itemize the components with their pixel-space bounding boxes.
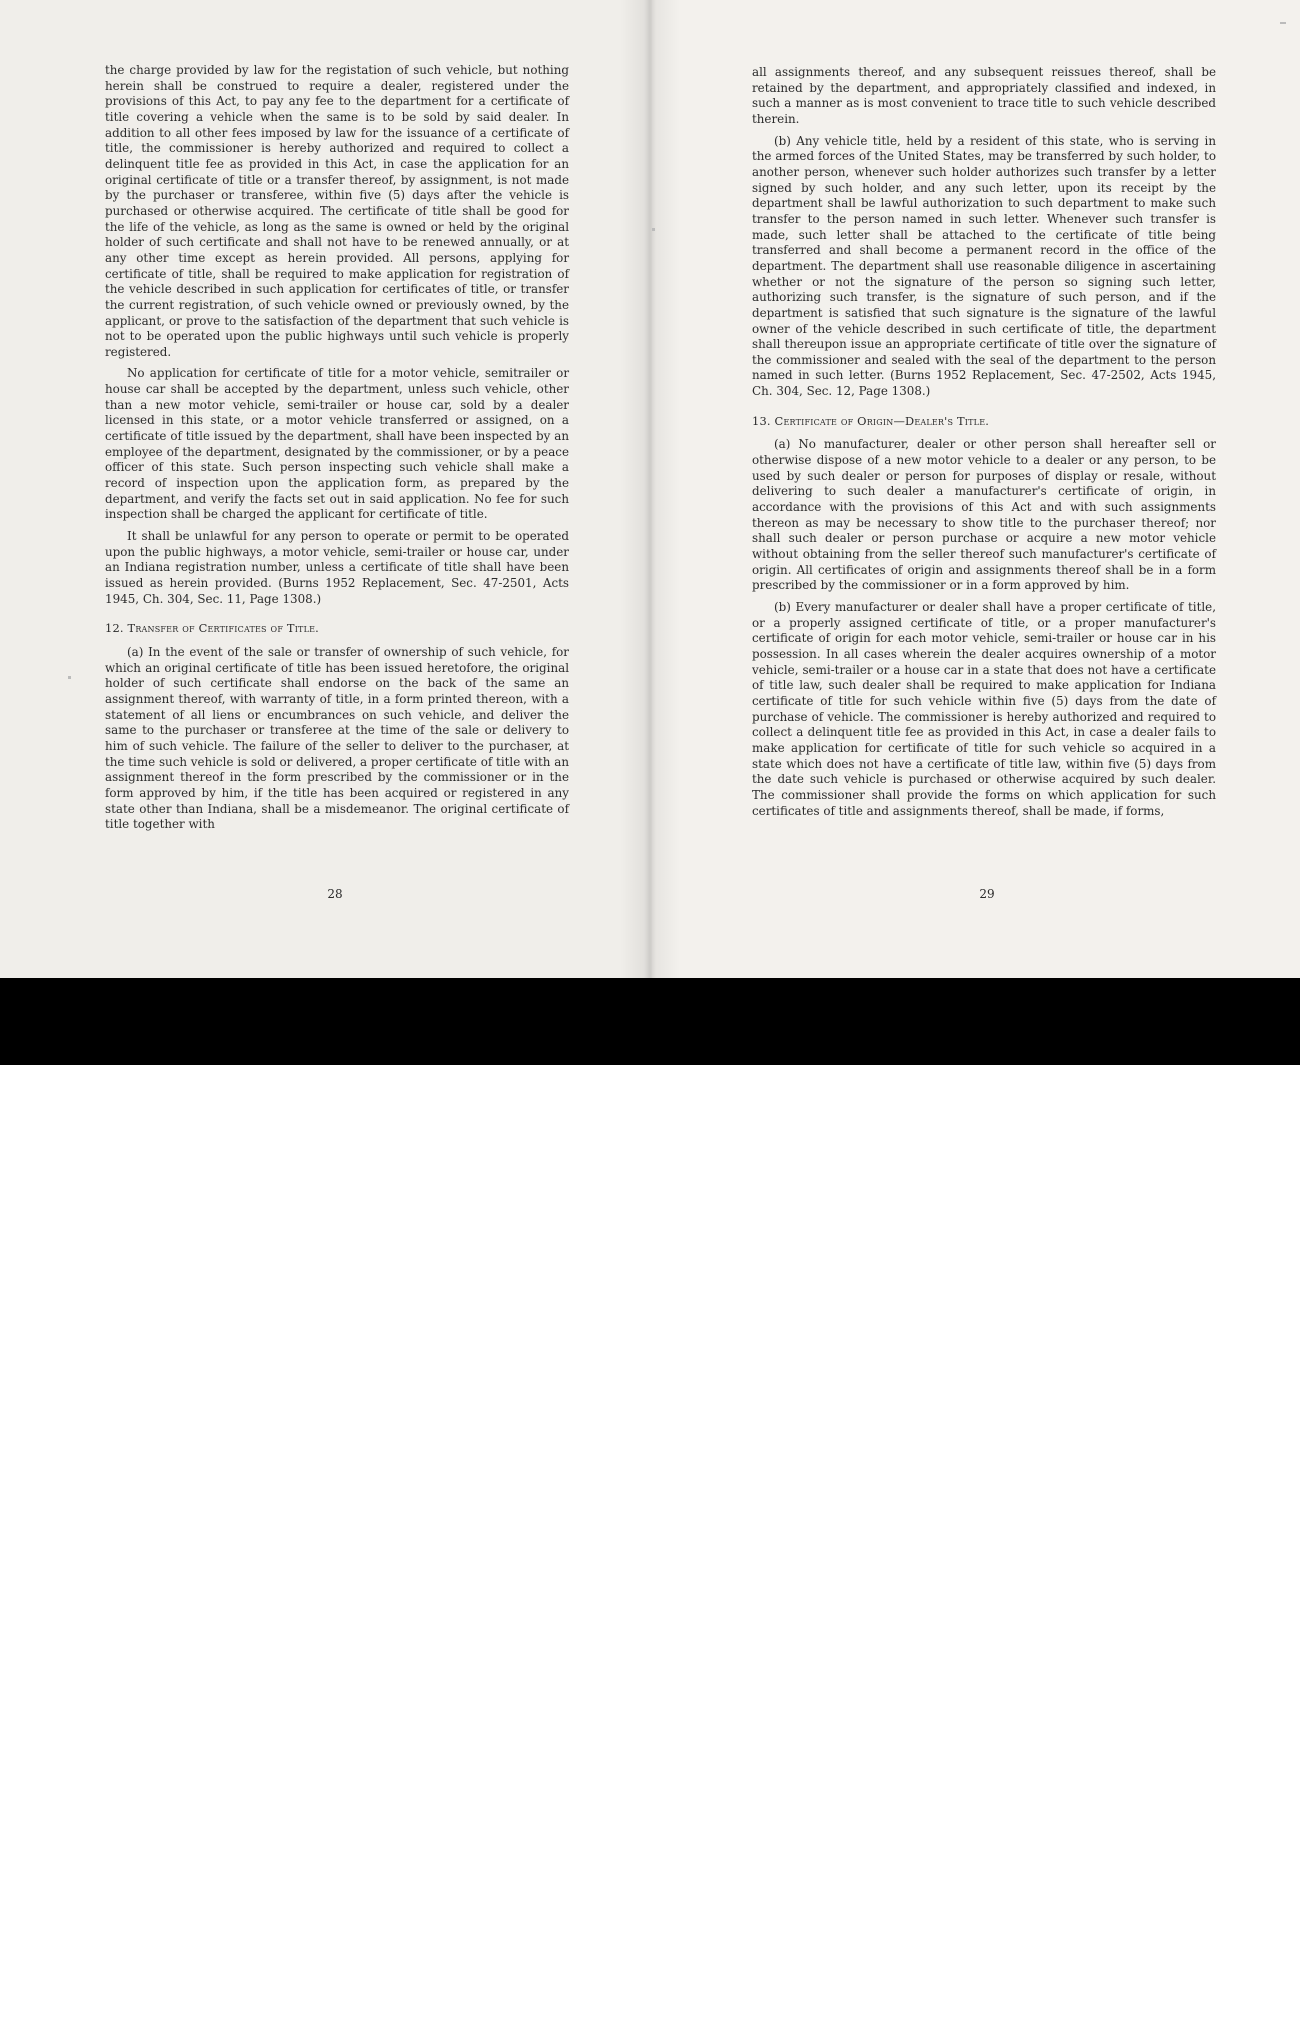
page-number: 28 xyxy=(327,887,343,901)
paragraph: (b) Any vehicle title, held by a resident of this state, who is serving in the armed forces of the United States, may be transferred by such holder, to another person, whenever such holder authorizes such transfer by a letter signed by such holder, and any such letter, upon its receipt by the department shall be lawful authorization to such department to make such transfer to the person named in such letter. Whenever such transfer is made, such letter shall be attached to the certificate of title being transferred and shall become a permanent record in the office of the department. The department shall use reasonable diligence in ascertaining whether or not the signature of the person so signing such letter, authorizing such transfer, is the signature of such person, and if the department is satisfied that such signature is the signature of the lawful owner of the vehicle described in such certificate of title, the department shall thereupon issue an appropriate certificate of title over the signature of the commissioner and sealed with the seal of the department to the person named in such letter. (Burns 1952 Replacement, Sec. 47-2502, Acts 1945, Ch. 304, Sec. 12, Page 1308.) xyxy=(752,133,1216,399)
left-page-text xyxy=(105,63,569,839)
paragraph: (a) In the event of the sale or transfer of ownership of such vehicle, for which an original certificate of title has been issued heretofore, the original holder of such certificate shall endorse on the back of the same an assignment thereof, with warranty of title, in a form printed thereon, with a statement of all liens or encumbrances on such vehicle, and deliver the same to the purchaser or transferee at the time of the sale or delivery to him of such vehicle. The failure of the seller to deliver to the purchaser, at the time such vehicle is sold or delivered, a proper certificate of title with an assignment thereof in the form prescribed by the commissioner or in the form approved by him, if the title has been acquired or registered in any state other than Indiana, shall be a misdemeanor. The original certificate of title together with xyxy=(105,644,569,832)
right-page-text xyxy=(752,65,1216,825)
paragraph: the charge provided by law for the registation of such vehicle, but nothing herein shall be construed to require a dealer, registered under the provisions of this Act, to pay any fee to the department for a certificate of title covering a vehicle when the same is to be sold by said dealer. In addition to all other fees imposed by law for the issuance of a certificate of title, the commissioner is hereby authorized and required to collect a delinquent title fee as provided in this Act, in case the application for an original certificate of title or a transfer thereof, by assignment, is not made by the purchaser or transferee, within five (5) days after the vehicle is purchased or otherwise acquired. The certificate of title shall be good for the life of the vehicle, as long as the same is owned or held by the original holder of such certificate and shall not have to be renewed annually, or at any other time except as herein provided. All persons, applying for certificate of title, shall be required to make application for registration of the vehicle described in such application for certificates of title, or transfer the current registration, of such vehicle owned or previously owned, by the applicant, or prove to the satisfaction of the department that such vehicle is not to be operated upon the public highways until such vehicle is properly registered. xyxy=(105,63,569,359)
image-id: Image ID: 3BG42J4 xyxy=(1157,1990,1280,2005)
paragraph: It shall be unlawful for any person to operate or permit to be operated upon the public highways, a motor vehicle, semi-trailer or house car, under an Indiana registration number, unless a certificate of title shall have been issued as herein provided. (Burns 1952 Replacement, Sec. 47-2501, Acts 1945, Ch. 304, Sec. 11, Page 1308.) xyxy=(105,529,569,606)
paper-speck xyxy=(652,228,655,231)
paragraph: No application for certificate of title for a motor vehicle, semitrailer or house car shall be accepted by the department, unless such vehicle, other than a new motor vehicle, semi-trailer or house car, sold by a dealer licensed in this state, or a motor vehicle transferred or assigned, on a certificate of title issued by the department, shall have been inspected by an employee of the department, designated by the commissioner, or by a peace officer of this state. Such person inspecting such vehicle shall make a record of inspection upon the application form, as prepared by the department, and verify the facts set out in said application. No fee for such inspection shall be charged the applicant for certificate of title. xyxy=(105,366,569,522)
alamy-logo-icon xyxy=(20,1970,50,2000)
left-page xyxy=(0,0,648,978)
paper-speck xyxy=(1280,22,1286,24)
paragraph: (b) Every manufacturer or dealer shall have a proper certificate of title, or a properly assigned certificate of title, or a proper manufacturer's certificate of origin for each motor vehicle, semi-trailer or house car in his possession. In all cases wherein the dealer acquires ownership of a motor vehicle, semi-trailer or a house car in a state that does not have a certificate of title law, such dealer shall be required to make application for Indiana certificate of title for such vehicle within five (5) days from the date of purchase of vehicle. The commissioner is hereby authorized and required to collect a delinquent title fee as provided in this Act, in case a dealer fails to make application for certificate of title for such vehicle so acquired in a state which does not have a certificate of title law, within five (5) days from the date such vehicle is purchased or otherwise acquired by such dealer. The commissioner shall provide the forms on which application for such certificates of title and assignments thereof, shall be made, if forms, xyxy=(752,600,1216,818)
alamy-logo-text: alamy xyxy=(20,2002,133,2042)
site-url: www.alamy.com xyxy=(1175,2012,1280,2027)
section-heading: 12. Transfer of Certificates of Title. xyxy=(105,621,319,636)
paragraph: all assignments thereof, and any subsequent reissues thereof, shall be retained by the department, and appropriately classified and indexed, in such a manner as is most convenient to trace title to such vehicle described therein. xyxy=(752,65,1216,126)
section-heading: 13. Certificate of Origin—Dealer's Title. xyxy=(752,413,990,428)
watermark-bar xyxy=(0,978,1300,2042)
paper-speck xyxy=(68,676,71,679)
book-spread xyxy=(0,0,1300,978)
page-number: 29 xyxy=(979,887,995,901)
right-page xyxy=(652,0,1300,978)
paragraph: (a) No manufacturer, dealer or other person shall hereafter sell or otherwise dispose of a new motor vehicle to a dealer or any person, to be used by such dealer or person for purposes of display or resale, without delivering to such dealer a manufacturer's certificate of origin, in accordance with the provisions of this Act and with such assignments thereon as may be necessary to show title to the purchaser thereof; nor shall such dealer or person purchase or acquire a new motor vehicle without obtaining from the seller thereof such manufacturer's certificate of origin. All certificates of origin and assignments thereof shall be in a form prescribed by the commissioner or in a form approved by him. xyxy=(752,437,1216,593)
